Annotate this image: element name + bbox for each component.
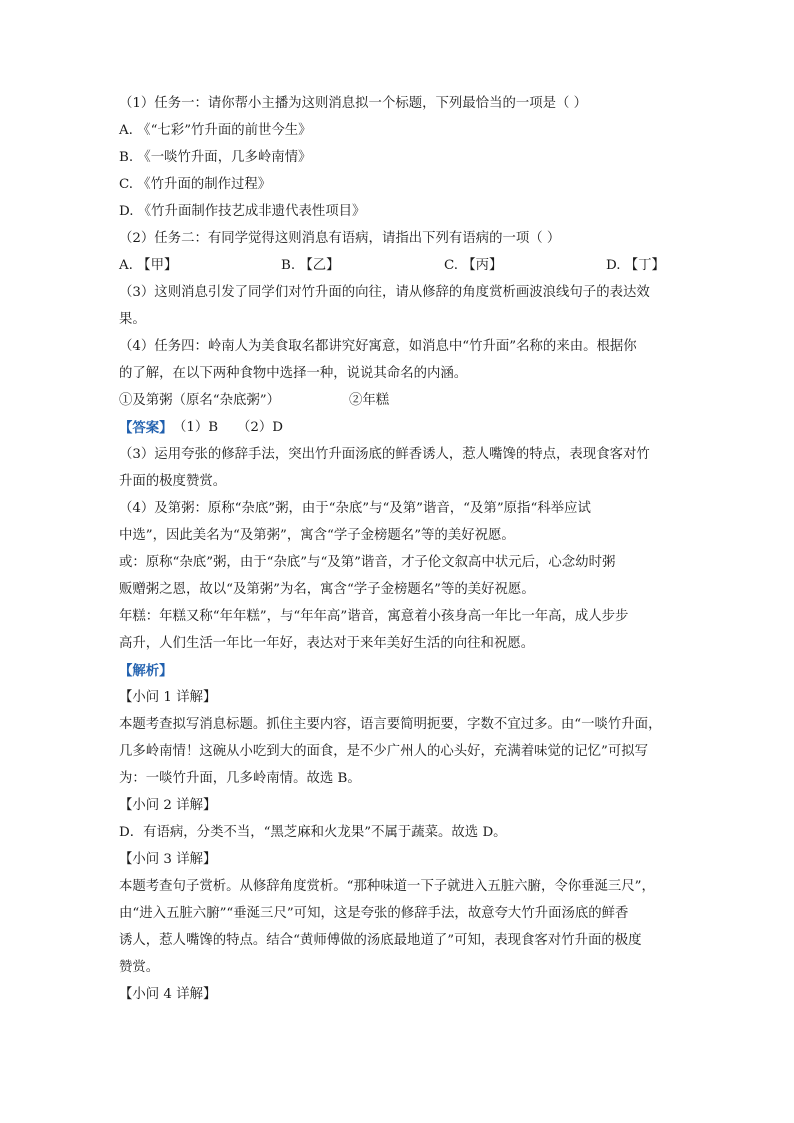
q1-option-d: D. 《竹升面制作技艺成非遗代表性项目》 bbox=[119, 204, 366, 219]
analysis-sub2-title: 【小问 2 详解】 bbox=[119, 798, 217, 813]
analysis-sub4-title: 【小问 4 详解】 bbox=[119, 987, 217, 1002]
answer-q4-cake-line2: 高升，人们生活一年比一年好，表达对于来年美好生活的向往和祝愿。 bbox=[119, 636, 535, 651]
q2-options-row bbox=[119, 256, 679, 276]
q1-option-a: A. 《“七彩”竹升面的前世今生》 bbox=[119, 123, 312, 138]
question-content bbox=[119, 94, 679, 1012]
q4-stem-line2: 的了解，在以下两种食物中选择一种，说说其命名的内涵。 bbox=[119, 366, 468, 381]
analysis-sub1-line3: 为：一啖竹升面，几多岭南情。故选 B。 bbox=[119, 771, 361, 786]
q1-option-c: C. 《竹升面的制作过程》 bbox=[119, 177, 272, 192]
analysis-sub3-line3: 诱人，惹人嘴馋的特点。结合“黄师傅做的汤底最地道了”可知，表现食客对竹升面的极度 bbox=[119, 933, 642, 948]
analysis-sub3-line2: 由“进入五脏六腑”“垂涎三尺”可知，这是夸张的修辞手法，故意夸大竹升面汤底的鲜香 bbox=[119, 906, 629, 921]
q2-option-a: A. 【甲】 bbox=[119, 258, 178, 273]
answer-q3-line2: 升面的极度赞赏。 bbox=[119, 474, 227, 489]
q2-stem: （2）任务二：有同学觉得这则消息有语病，请指出下列有语病的一项（ ） bbox=[119, 231, 561, 246]
q1-stem: （1）任务一：请你帮小主播为这则消息拟一个标题，下列最恰当的一项是（ ） bbox=[119, 96, 588, 111]
q2-option-d: D. 【丁】 bbox=[606, 258, 665, 273]
answer-row bbox=[119, 418, 679, 438]
analysis-label: 【解析】 bbox=[119, 663, 173, 679]
analysis-sub1-title: 【小问 1 详解】 bbox=[119, 690, 217, 705]
q4-food-1: ①及第粥（原名“杂底粥”） bbox=[119, 393, 280, 408]
answer-q4-alt-line2: 贩赠粥之恩，故以“及第粥”为名，寓含“学子金榜题名”等的美好祝愿。 bbox=[119, 582, 535, 597]
analysis-sub3-line4: 赞赏。 bbox=[119, 960, 160, 975]
answer-label: 【答案】 bbox=[119, 420, 173, 436]
q4-stem-line1: （4）任务四：岭南人为美食取名都讲究好寓意，如消息中“竹升面”名称的来由。根据你 bbox=[119, 339, 637, 354]
analysis-sub1-line2: 几多岭南情！这碗从小吃到大的面食，是不少广州人的心头好，充满着味觉的记忆”可拟写 bbox=[119, 744, 649, 759]
answer-q4-alt-line1: 或：原称“杂底”粥，由于“杂底”与“及第”谐音，才子伦文叙高中状元后，心念幼时粥 bbox=[119, 555, 616, 570]
answer-q4-line2: 中选”，因此美名为“及第粥”，寓含“学子金榜题名”等的美好祝愿。 bbox=[119, 528, 515, 543]
answer-q2: （2）D bbox=[237, 420, 284, 435]
q2-option-b: B. 【乙】 bbox=[281, 258, 340, 273]
answer-q3-line1: （3）运用夸张的修辞手法，突出竹升面汤底的鲜香诱人，惹人嘴馋的特点，表现食客对竹 bbox=[119, 447, 650, 462]
q2-option-c: C. 【丙】 bbox=[444, 258, 503, 273]
q3-stem-line1: （3）这则消息引发了同学们对竹升面的向往，请从修辞的角度赏析画波浪线句子的表达效 bbox=[119, 285, 650, 300]
answer-q4-cake-line1: 年糕：年糕又称“年年糕”，与“年年高”谐音，寓意着小孩身高一年比一年高，成人步步 bbox=[119, 609, 629, 624]
q4-food-2: ②年糕 bbox=[349, 393, 390, 408]
answer-q1: （1）B bbox=[173, 420, 219, 435]
answer-q4-line1: （4）及第粥：原称“杂底”粥，由于“杂底”与“及第”谐音，“及第”原指“科举应试 bbox=[119, 501, 591, 516]
analysis-sub1-line1: 本题考查拟写消息标题。抓住主要内容，语言要简明扼要，字数不宜过多。由“一啖竹升面， bbox=[119, 717, 662, 732]
analysis-sub3-title: 【小问 3 详解】 bbox=[119, 852, 217, 867]
analysis-sub3-line1: 本题考查句子赏析。从修辞角度赏析。“那种味道一下子就进入五脏六腑，令你垂涎三尺”， bbox=[119, 879, 655, 894]
analysis-sub2-line1: D．有语病，分类不当，“黑芝麻和火龙果”不属于蔬菜。故选 D。 bbox=[119, 825, 507, 840]
q1-option-b: B. 《一啖竹升面，几多岭南情》 bbox=[119, 150, 312, 165]
q3-stem-line2: 果。 bbox=[119, 312, 146, 327]
q4-food-row bbox=[119, 391, 679, 411]
